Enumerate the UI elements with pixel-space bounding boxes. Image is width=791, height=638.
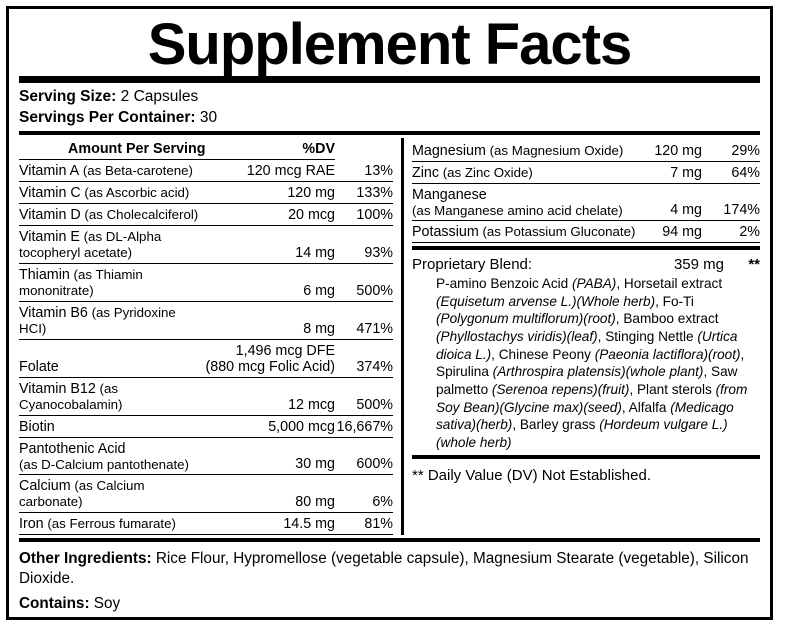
nutrient-name: Thiamin (as Thiamin mononitrate) <box>19 264 205 302</box>
blend-ingredient-part: , Alfalfa <box>621 399 671 415</box>
blend-ingredient-part: (Equisetum arvense L.)(Whole herb) <box>436 293 656 309</box>
nutrient-source: (as DL-Alpha tocopheryl acetate) <box>19 228 162 260</box>
blend-ingredient-part: (Phyllostachys viridis)(leaf) <box>436 329 598 345</box>
blend-ingredient-part: (Polygonum multiflorum)(root) <box>436 311 616 327</box>
blend-ingredient-part: (Serenoa repens)(fruit) <box>491 382 630 398</box>
facts-column-right <box>412 138 760 535</box>
nutrient-dv: 600% <box>335 438 393 475</box>
nutrient-name: Biotin <box>19 416 205 438</box>
servings-per-container-label: Servings Per Container: <box>19 108 196 126</box>
page-title: Supplement Facts <box>147 12 632 77</box>
blend-ingredient-part: P-amino Benzoic Acid <box>436 276 573 292</box>
servings-per-container-line <box>19 108 760 128</box>
table-row <box>19 438 393 475</box>
nutrient-amount: 1,496 mcg DFE (880 mcg Folic Acid) <box>205 340 335 378</box>
serving-size-line <box>19 87 760 107</box>
nutrients-table-right <box>412 140 760 243</box>
blend-ingredient-part: (PABA) <box>572 276 617 292</box>
nutrient-source: (as Zinc Oxide) <box>439 164 533 180</box>
blend-ingredients <box>412 275 760 452</box>
nutrient-source: (as D-Calcium pantothenate) <box>19 456 189 472</box>
contains-value: Soy <box>89 594 121 612</box>
table-row <box>19 513 393 535</box>
contains-line <box>19 590 760 614</box>
facts-columns <box>19 138 760 535</box>
serving-divider <box>19 131 760 135</box>
nutrient-source: (as Magnesium Oxide) <box>485 142 624 158</box>
supplement-facts-panel <box>6 6 773 620</box>
nutrient-name: Iron (as Ferrous fumarate) <box>19 513 205 535</box>
table-row <box>19 204 393 226</box>
nutrient-source: (as Potassium Gluconate) <box>478 223 636 239</box>
nutrient-source: (as Cholecalciferol) <box>80 206 199 222</box>
serving-size-value: 2 Capsules <box>116 88 199 106</box>
dv-footnote: ** Daily Value (DV) Not Established. <box>412 466 651 484</box>
nutrient-dv: 6% <box>335 475 393 513</box>
blend-divider <box>412 246 760 250</box>
nutrient-source: (as Beta-carotene) <box>79 162 193 178</box>
nutrient-name: Vitamin A (as Beta-carotene) <box>19 160 205 182</box>
nutrient-dv: 2% <box>702 221 760 243</box>
column-divider <box>401 138 404 535</box>
nutrient-name: Potassium (as Potassium Gluconate) <box>412 221 651 243</box>
blend-ingredient-part: , Stinging Nettle <box>597 329 698 345</box>
nutrient-source: (as Manganese amino acid chelate) <box>412 202 623 218</box>
table-row <box>19 475 393 513</box>
blend-amount: 359 mg <box>673 256 724 274</box>
nutrient-name: Zinc (as Zinc Oxide) <box>412 162 651 184</box>
nutrient-source: (as Ascorbic acid) <box>80 184 190 200</box>
nutrient-name: Calcium (as Calcium carbonate) <box>19 475 205 513</box>
nutrients-table-left <box>19 138 393 535</box>
table-row <box>19 340 393 378</box>
nutrient-dv: 16,667% <box>335 416 393 438</box>
nutrient-name: Pantothenic Acid (as D-Calcium pantothenate) <box>19 438 205 475</box>
nutrient-amount: 5,000 mcg <box>205 416 335 438</box>
nutrient-name: Vitamin D (as Cholecalciferol) <box>19 204 205 226</box>
blend-ingredient-part: , Plant sterols <box>629 382 716 398</box>
blend-dv: ** <box>748 256 760 274</box>
blend-ingredient-part: , Horsetail extract <box>616 276 723 292</box>
blend-ingredient-part: , Fo-Ti <box>655 293 694 309</box>
contains-label: Contains: <box>19 594 90 612</box>
nutrient-dv: 471% <box>335 302 393 340</box>
table-header-row <box>19 138 393 160</box>
blend-ingredient-part: (Urtica dioica L.) <box>436 329 738 362</box>
nutrient-amount: 94 mg <box>651 221 702 243</box>
blend-ingredient-part: (Paeonia lactiflora)(root) <box>594 346 741 362</box>
other-ingredients-line <box>19 545 760 590</box>
blend-ingredient-part: (Hordeum vulgare L.)(whole herb) <box>436 417 728 451</box>
nutrient-dv: 500% <box>335 264 393 302</box>
blend-ingredient-part: , Spirulina <box>436 346 745 380</box>
table-row <box>412 162 760 184</box>
nutrient-amount: 7 mg <box>651 162 702 184</box>
nutrient-amount: 30 mg <box>205 438 335 475</box>
nutrient-amount: 120 mcg RAE <box>205 160 335 182</box>
nutrient-amount: 8 mg <box>205 302 335 340</box>
nutrient-name: Vitamin B6 (as Pyridoxine HCI) <box>19 302 205 340</box>
header-amount-per-serving: Amount Per Serving <box>19 138 205 160</box>
blend-ingredient-part: , Barley grass <box>512 417 600 433</box>
blend-ingredient-part: (Arthrospira platensis)(whole plant) <box>492 364 704 380</box>
blend-ingredient-part: , Bamboo extract <box>615 311 719 327</box>
nutrient-name: Manganese (as Manganese amino acid chelate) <box>412 184 651 221</box>
nutrient-amount-secondary: (880 mcg Folic Acid) <box>205 358 335 375</box>
blend-ingredient-part: (from Soy Bean)(Glycine max)(seed) <box>436 382 748 415</box>
nutrient-source: (as Ferrous fumarate) <box>43 515 176 531</box>
facts-column-left <box>19 138 393 535</box>
blend-ingredient-part: , Saw palmetto <box>436 364 738 398</box>
nutrient-name: Magnesium (as Magnesium Oxide) <box>412 140 651 162</box>
nutrient-source: (as Calcium carbonate) <box>19 477 145 509</box>
nutrient-amount: 120 mg <box>651 140 702 162</box>
blend-ingredient-part: (Medicago sativa)(herb) <box>436 399 734 433</box>
nutrient-dv: 93% <box>335 226 393 264</box>
nutrient-name: Vitamin C (as Ascorbic acid) <box>19 182 205 204</box>
table-row <box>19 226 393 264</box>
nutrient-dv: 500% <box>335 378 393 416</box>
servings-per-container-value: 30 <box>195 108 218 126</box>
nutrient-amount: 120 mg <box>205 182 335 204</box>
serving-size-label: Serving Size: <box>19 88 117 106</box>
nutrient-amount: 12 mcg <box>205 378 335 416</box>
nutrient-name: Vitamin B12 (as Cyanocobalamin) <box>19 378 205 416</box>
proprietary-blend-header <box>412 253 760 275</box>
blend-ingredient-part: , Chinese Peony <box>491 346 595 362</box>
nutrient-source: (as Cyanocobalamin) <box>19 380 123 412</box>
nutrient-dv: 174% <box>702 184 760 221</box>
table-row <box>19 302 393 340</box>
table-row <box>19 416 393 438</box>
other-ingredients-value: Rice Flour, Hypromellose (vegetable capsule), Magnesium Stearate (vegetable), Silicon Dioxide. <box>19 550 749 588</box>
nutrient-amount: 20 mcg <box>205 204 335 226</box>
nutrient-dv: 13% <box>335 160 393 182</box>
nutrient-amount: 4 mg <box>651 184 702 221</box>
nutrient-name: Folate <box>19 340 205 378</box>
other-ingredients-divider <box>19 538 760 542</box>
table-row <box>412 221 760 243</box>
nutrient-amount: 6 mg <box>205 264 335 302</box>
table-row <box>412 184 760 221</box>
table-row <box>19 378 393 416</box>
nutrient-amount: 14 mg <box>205 226 335 264</box>
header-dv: %DV <box>205 138 335 160</box>
nutrient-dv: 81% <box>335 513 393 535</box>
table-row <box>412 140 760 162</box>
other-ingredients-label: Other Ingredients: <box>19 550 152 568</box>
nutrient-source: (as Pyridoxine HCI) <box>19 304 176 336</box>
nutrient-amount: 14.5 mg <box>205 513 335 535</box>
blend-name: Proprietary Blend: <box>412 256 533 274</box>
nutrient-dv: 100% <box>335 204 393 226</box>
nutrient-amount: 80 mg <box>205 475 335 513</box>
footnote-divider <box>412 455 760 459</box>
nutrient-dv: 374% <box>335 340 393 378</box>
nutrient-name: Vitamin E (as DL-Alpha tocopheryl acetate) <box>19 226 205 264</box>
nutrient-dv: 133% <box>335 182 393 204</box>
nutrient-dv: 64% <box>702 162 760 184</box>
table-row <box>19 264 393 302</box>
table-row <box>19 160 393 182</box>
table-row <box>19 182 393 204</box>
nutrient-source: (as Thiamin mononitrate) <box>19 266 143 298</box>
title-divider <box>19 76 760 83</box>
nutrient-dv: 29% <box>702 140 760 162</box>
